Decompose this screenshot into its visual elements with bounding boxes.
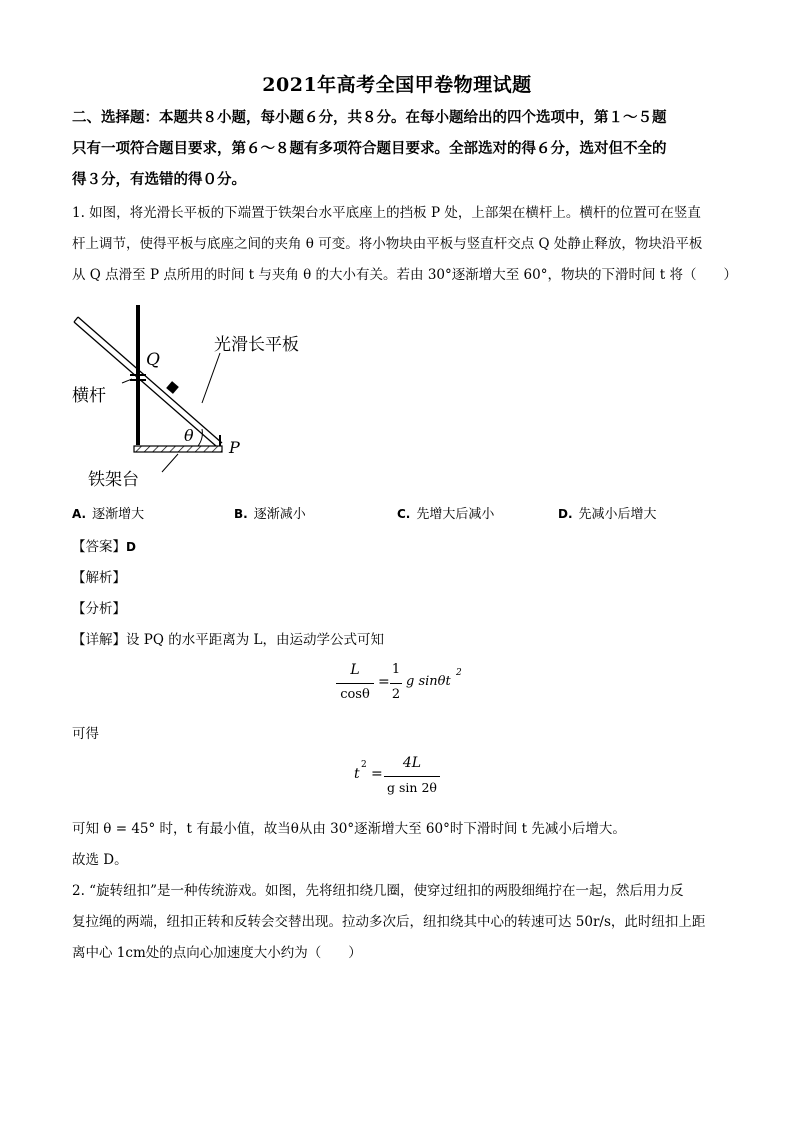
- analysis-tag: 【解析】: [72, 570, 126, 586]
- page-title: 2021年高考全国甲卷物理试题: [262, 74, 532, 96]
- option-letter: B.: [234, 507, 248, 521]
- conclusion: [72, 814, 724, 876]
- choose-line: 故选 D。: [72, 852, 128, 868]
- question-2-text: [72, 876, 724, 969]
- small-block: [166, 381, 179, 394]
- formula-1: [336, 662, 476, 708]
- option-b[interactable]: [234, 503, 306, 522]
- section-instructions: [72, 102, 724, 195]
- formula-2: [354, 755, 454, 801]
- section-line: 只有一项符合题目要求，第６～８题有多项符合题目要求。全部选对的得６分，选对但不全的: [72, 140, 667, 157]
- answer-value: D: [126, 540, 136, 554]
- option-letter: D.: [558, 507, 573, 521]
- formula-2-numerator: 4L: [402, 755, 422, 771]
- option-letter: A.: [72, 507, 87, 521]
- stand-label: 铁架台: [88, 470, 139, 490]
- option-text: 先增大后减小: [416, 507, 495, 522]
- formula-2-denominator: g sin 2θ: [387, 780, 437, 795]
- point-q-label: Q: [146, 350, 160, 370]
- detail-line: [72, 628, 384, 648]
- formula-2-equals: =: [371, 766, 383, 782]
- option-c[interactable]: [397, 503, 494, 522]
- option-text: 逐渐增大: [92, 507, 145, 522]
- crossbar-label: 横杆: [72, 386, 106, 406]
- answer-line: [72, 535, 136, 555]
- fenxi-tag: 【分析】: [72, 601, 126, 617]
- question-line: 复拉绳的两端，纽扣正转和反转会交替出现。拉动多次后，纽扣绕其中心的转速可达 50r/s，此时纽扣上距: [72, 914, 706, 930]
- formula-1-numerator: L: [350, 662, 360, 678]
- option-a[interactable]: [72, 503, 144, 522]
- point-p-label: P: [229, 438, 240, 457]
- formula-2-superscript: 2: [361, 760, 367, 770]
- question-line: 杆上调节，使得平板与底座之间的夹角 θ 可变。将小物块由平板与竖直杆交点 Q 处静止释放，物块沿平板: [72, 236, 703, 252]
- stand-base: [134, 446, 222, 452]
- formula-1-half-num: 1: [391, 662, 401, 677]
- answer-tag: 【答案】: [72, 539, 126, 555]
- option-text: 逐渐减小: [253, 507, 306, 522]
- option-d[interactable]: [558, 503, 657, 522]
- conclusion-line: 可知 θ = 45° 时，t 有最小值，故当θ从由 30°逐渐增大至 60°时下滑时间 t 先减小后增大。: [72, 821, 626, 837]
- smooth-board: [78, 317, 222, 443]
- question-1-text: [72, 198, 737, 291]
- formula-2-lhs: t: [354, 766, 360, 782]
- board-label: 光滑长平板: [214, 335, 299, 355]
- question-line: 1. 如图，将光滑长平板的下端置于铁架台水平底座上的挡板 P 处，上部架在横杆上。横杆的位置可在竖直: [72, 205, 701, 221]
- detail-tag: 【详解】: [72, 632, 126, 648]
- formula-1-superscript: 2: [456, 668, 462, 678]
- kede-text: 可得: [72, 726, 99, 742]
- question-line: 从 Q 点滑至 P 点所用的时间 t 与夹角 θ 的大小有关。若由 30°逐渐增大至 60°，物块的下滑时间 t 将（ ）: [72, 267, 737, 283]
- formula-1-half-den: 2: [391, 687, 401, 702]
- formula-1-equals: =: [378, 674, 390, 690]
- section-line: 得３分，有选错的得０分。: [72, 171, 246, 188]
- option-letter: C.: [397, 507, 411, 521]
- angle-theta-label: θ: [184, 426, 194, 445]
- option-text: 先减小后增大: [578, 507, 657, 522]
- section-line: 二、选择题：本题共８小题，每小题６分，共８分。在每小题给出的四个选项中，第１～５题: [72, 109, 667, 126]
- formula-1-denominator: cosθ: [340, 687, 370, 702]
- stand-leader: [162, 454, 178, 472]
- formula-1-rhs: g sinθt: [406, 674, 451, 689]
- question-line: 2. “旋转纽扣”是一种传统游戏。如图，先将纽扣绕几圈，使穿过纽扣的两股细绳拧在一起，然后用力反: [72, 883, 684, 899]
- detail-text: 设 PQ 的水平距离为 L，由运动学公式可知: [126, 632, 384, 648]
- question-line: 离中心 1cm处的点向心加速度大小约为（ ）: [72, 945, 362, 961]
- board-leader: [202, 353, 220, 403]
